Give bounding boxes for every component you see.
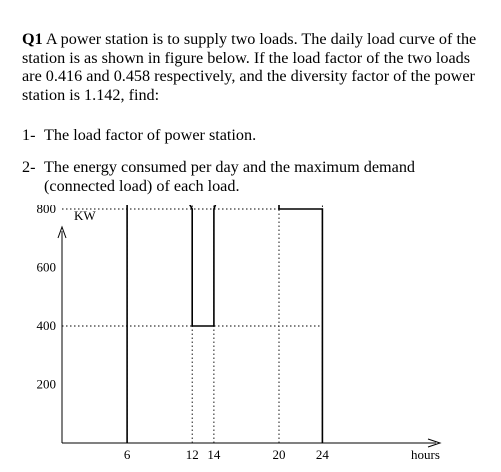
x-tick-label: 14	[207, 447, 221, 462]
chart-axes	[58, 227, 440, 447]
y-axis-label: KW	[74, 208, 96, 223]
list-item-number: 2-	[22, 158, 36, 176]
x-tick-label: 12	[185, 447, 199, 462]
x-tick-label: 24	[315, 447, 329, 462]
list-item-1	[22, 126, 256, 145]
x-tick-label: 20	[272, 447, 286, 462]
list-item-text-line-1: The energy consumed per day and the maximum demand	[44, 158, 416, 176]
x-tick-label: 6	[123, 447, 131, 462]
list-item-2	[22, 158, 484, 195]
y-tick-label: 200	[36, 376, 56, 392]
y-tick-label: 600	[36, 259, 56, 275]
list-item-number: 1-	[22, 126, 36, 144]
x-axis-label: hours	[411, 447, 440, 462]
y-tick-label: 400	[36, 318, 56, 333]
list-item-text-line-2: (connected load) of each load.	[44, 176, 240, 195]
chart-curve	[127, 205, 323, 443]
y-tick-label: 800	[36, 205, 56, 216]
list-item-text: The load factor of power station.	[44, 126, 257, 144]
question-text-block	[22, 30, 484, 104]
question-body: A power station is to supply two loads. The daily load curve of the station is as shown in figure below. If the load factor of the two loads are 0.416 and 0.458 respectively, and the diversity factor of the power station is 1.142, find:	[22, 30, 477, 104]
load-curve-line	[127, 205, 322, 443]
load-curve-chart	[0, 205, 501, 472]
question-number: Q1	[22, 30, 43, 48]
chart-labels	[30, 205, 440, 462]
